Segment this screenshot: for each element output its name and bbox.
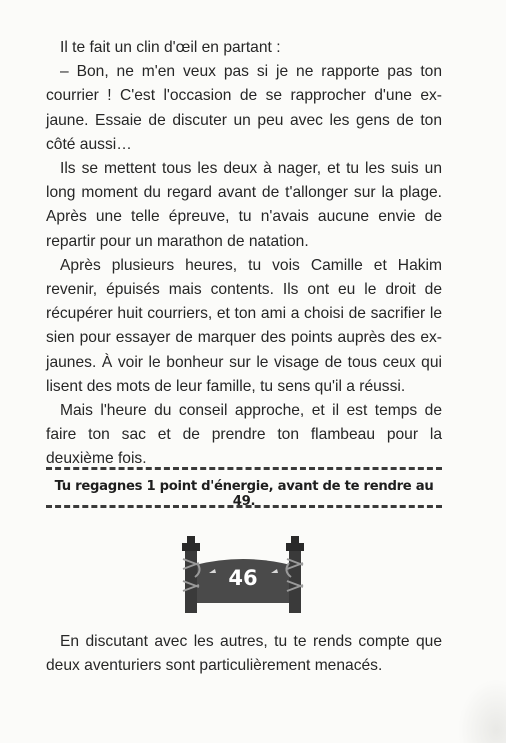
paragraph: Ils se mettent tous les deux à nager, et tu les suis un long moment du regard avant de t'allonger sur la plage. Après une telle épreuve, tu n'avais aucune envie de repartir pour un marathon de natation. [46,160,442,250]
section-45-text [46,36,442,472]
paragraph: Mais l'heure du conseil approche, et il est temps de faire ton sac et de prendre ton flambeau pour la deuxième fois. [46,402,442,468]
section-number: 46 [228,566,258,590]
divider-top [46,467,442,470]
divider-bottom [46,505,442,508]
energy-instruction: Tu regagnes 1 point d'énergie, avant de te rendre au 49. [54,479,434,509]
paragraph: Il te fait un clin d'œil en partant : [60,39,281,56]
section-46-text [46,630,442,678]
page-smudge [458,679,506,743]
paragraph: – Bon, ne m'en veux pas si je ne rapporte pas ton courrier ! C'est l'occasion de se rapprocher d'une ex-jaune. Essaie de discuter un peu avec les gens de ton côté aussi… [46,63,442,153]
paragraph: En discutant avec les autres, tu te rends compte que deux aventuriers sont particulièrement menacés. [46,633,442,675]
paragraph: Après plusieurs heures, tu vois Camille et Hakim revenir, épuisés mais contents. Ils ont eu le droit de récupérer huit courriers, et ton ami a choisi de sacrifier le sien pour essayer de marquer des points auprès des ex-jaunes. À voir le bonheur sur le visage de tous ceux qui lisent des mots de leur famille, tu sens qu'il a réussi. [46,256,442,395]
